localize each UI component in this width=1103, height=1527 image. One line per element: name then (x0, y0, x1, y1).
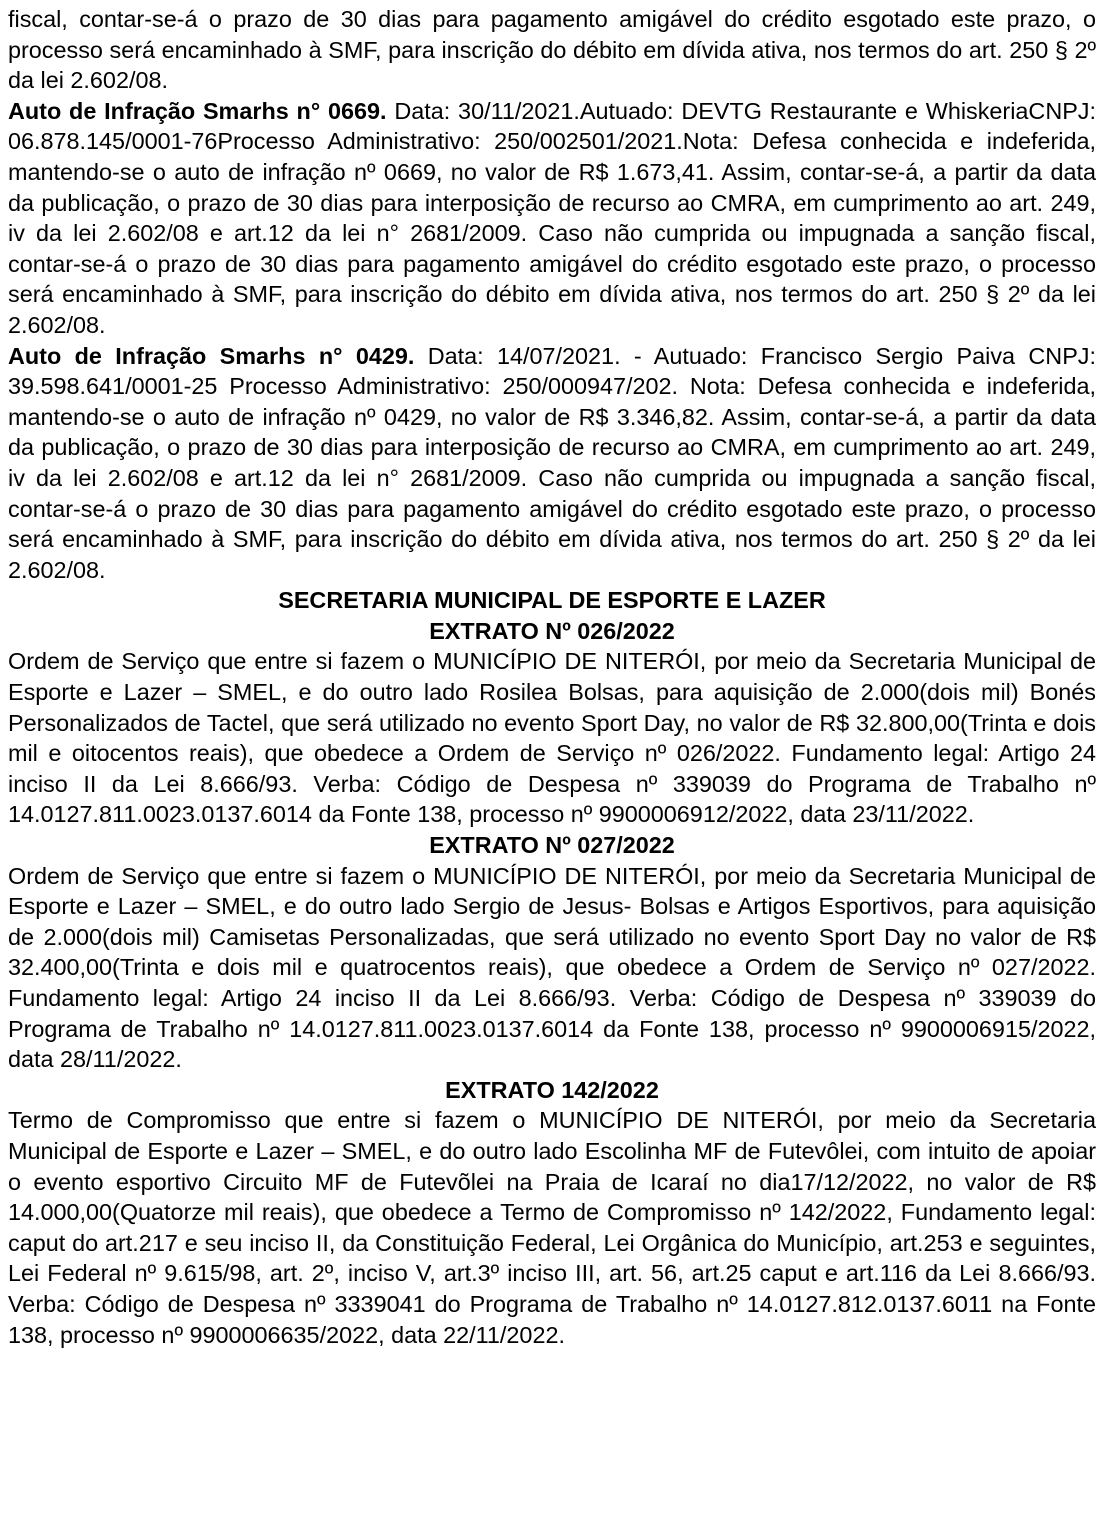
extrato-027-heading: EXTRATO Nº 027/2022 (429, 832, 675, 859)
auto-0669-title: Auto de Infração Smarhs n° 0669. (8, 97, 387, 124)
continuation-paragraph: fiscal, contar-se-á o prazo de 30 dias para pagamento amigável do crédito esgotado este prazo, o processo será encaminhado à SMF, para inscrição do débito em dívida ativa, nos termos do art. 250 § 2º da lei 2.602/08. (8, 6, 1096, 94)
auto-0669-paragraph (8, 96, 1096, 341)
secretaria-heading: SECRETARIA MUNICIPAL DE ESPORTE E LAZER (278, 587, 826, 614)
auto-0669-body: Data: 30/11/2021.Autuado: DEVTG Restaurante e WhiskeriaCNPJ: 06.878.145/0001-76Processo Administrativo: 250/002501/2021.Nota: Defesa conhecida e indeferida, mantendo-se o auto de infração nº 0669, no valor de R$ 1.673,41. Assim, contar-se-á, a partir da data da publicação, o prazo de 30 dias para interposição de recurso ao CMRA, em cumprimento ao art. 249, iv da lei 2.602/08 e art.12 da lei n° 2681/2009. Caso não cumprida ou impugnada a sanção fiscal, contar-se-á o prazo de 30 dias para pagamento amigável do crédito esgotado este prazo, o processo será encaminhado à SMF, para inscrição do débito em dívida ativa, nos termos do art. 250 § 2º da lei 2.602/08. (8, 97, 1097, 338)
document-page (8, 4, 1096, 1350)
extrato-027-body: Ordem de Serviço que entre si fazem o MUNICÍPIO DE NITERÓI, por meio da Secretaria Municipal de Esporte e Lazer – SMEL, e do outro lado Sergio de Jesus- Bolsas e Artigos Esportivos, para aquisição de 2.000(dois mil) Camisetas Personalizadas, que será utilizado no evento Sport Day no valor de R$ 32.400,00(Trinta e dois mil e quatrocentos reais), que obedece a Ordem de Serviço nº 027/2022. Fundamento legal: Artigo 24 inciso II da Lei 8.666/93. Verba: Código de Despesa nº 339039 do Programa de Trabalho nº 14.0127.811.0023.0137.6014 da Fonte 138, processo nº 9900006915/2022, data 28/11/2022. (8, 862, 1096, 1073)
extrato-026-body: Ordem de Serviço que entre si fazem o MUNICÍPIO DE NITERÓI, por meio da Secretaria Municipal de Esporte e Lazer – SMEL, e do outro lado Rosilea Bolsas, para aquisição de 2.000(dois mil) Bonés Personalizados de Tactel, que será utilizado no evento Sport Day, no valor de R$ 32.800,00(Trinta e dois mil e oitocentos reais), que obedece a Ordem de Serviço nº 026/2022. Fundamento legal: Artigo 24 inciso II da Lei 8.666/93. Verba: Código de Despesa nº 339039 do Programa de Trabalho nº 14.0127.811.0023.0137.6014 da Fonte 138, processo nº 9900006912/2022, data 23/11/2022. (8, 648, 1096, 828)
auto-0429-title: Auto de Infração Smarhs n° 0429. (8, 342, 415, 369)
extrato-142-heading: EXTRATO 142/2022 (445, 1076, 659, 1103)
auto-0429-body: Data: 14/07/2021. - Autuado: Francisco Sergio Paiva CNPJ: 39.598.641/0001-25 Processo Administrativo: 250/000947/202. Nota: Defesa conhecida e indeferida, mantendo-se o auto de infração nº 0429, no valor de R$ 3.346,82. Assim, contar-se-á, a partir da data da publicação, o prazo de 30 dias para interposição de recurso ao CMRA, em cumprimento ao art. 249, iv da lei 2.602/08 e art.12 da lei n° 2681/2009. Caso não cumprida ou impugnada a sanção fiscal, contar-se-á o prazo de 30 dias para pagamento amigável do crédito esgotado este prazo, o processo será encaminhado à SMF, para inscrição do débito em dívida ativa, nos termos do art. 250 § 2º da lei 2.602/08. (8, 342, 1096, 583)
auto-0429-paragraph (8, 341, 1096, 586)
extrato-026-heading: EXTRATO Nº 026/2022 (429, 617, 675, 644)
extrato-142-body: Termo de Compromisso que entre si fazem o MUNICÍPIO DE NITERÓI, por meio da Secretaria Municipal de Esporte e Lazer – SMEL, e do outro lado Escolinha MF de Futevôlei, com intuito de apoiar o evento esportivo Circuito MF de Futevõlei na Praia de Icaraí no dia17/12/2022, no valor de R$ 14.000,00(Quatorze mil reais), que obedece a Termo de Compromisso nº 142/2022, Fundamento legal: caput do art.217 e seu inciso II, da Constituição Federal, Lei Orgânica do Município, art.253 e seguintes, Lei Federal nº 9.615/98, art. 2º, inciso V, art.3º inciso III, art. 56, art.25 caput e art.116 da Lei 8.666/93. Verba: Código de Despesa nº 3339041 do Programa de Trabalho nº 14.0127.812.0137.6011 na Fonte 138, processo nº 9900006635/2022, data 22/11/2022. (8, 1107, 1096, 1348)
